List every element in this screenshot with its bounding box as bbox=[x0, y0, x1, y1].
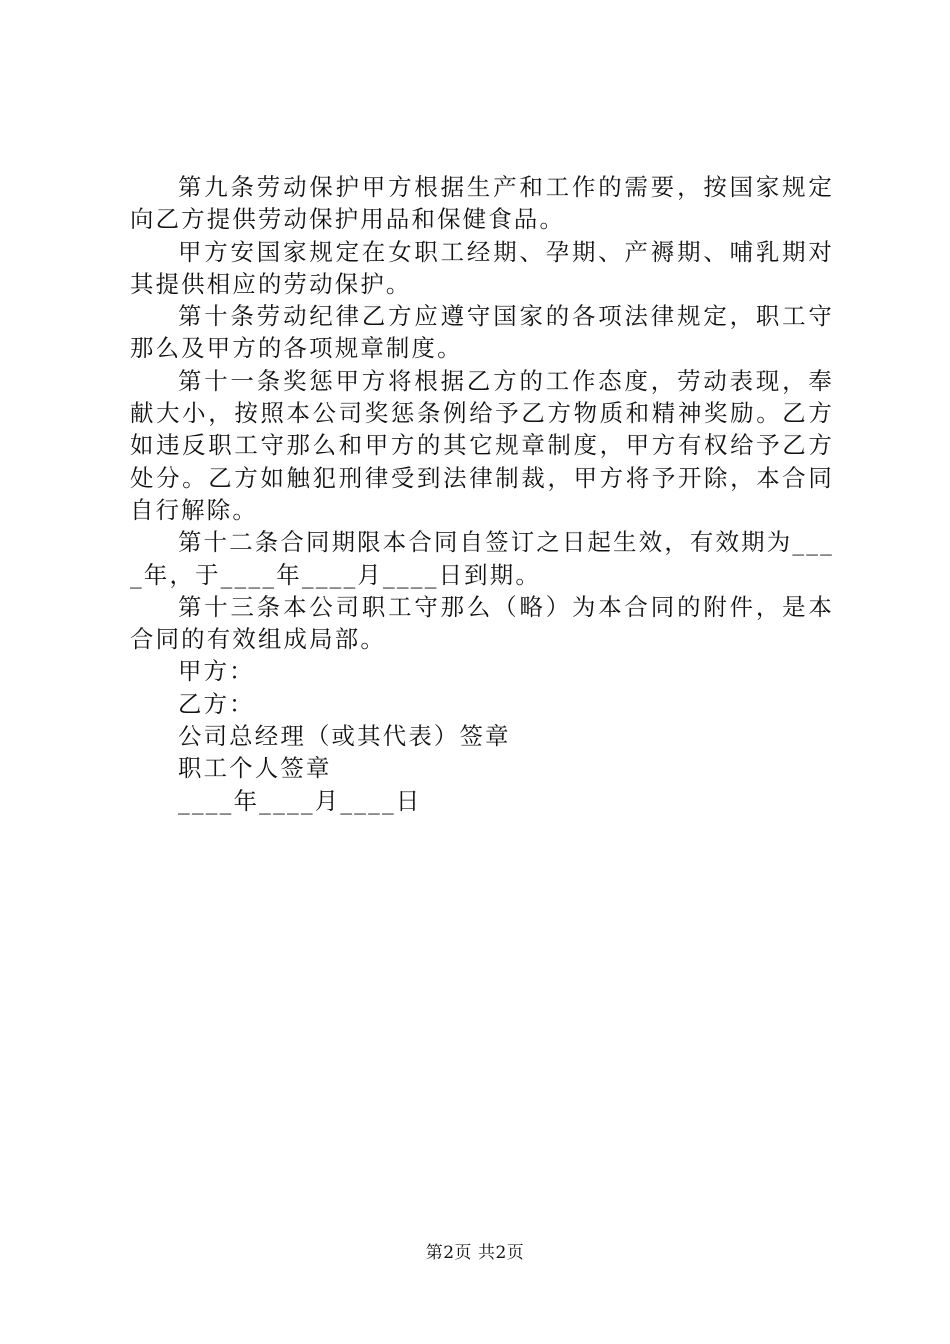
paragraph-article-10: 第十条劳动纪律乙方应遵守国家的各项法律规定，职工守那么及甲方的各项规章制度。 bbox=[130, 302, 834, 363]
party-a-label: 甲方： bbox=[178, 657, 255, 686]
contract-body bbox=[130, 171, 834, 817]
party-b-label: 乙方： bbox=[178, 689, 255, 718]
paragraph-article-12: 第十二条合同期限本合同自签订之日起生效，有效期为____年，于____年____月____日到期。 bbox=[130, 528, 834, 589]
employee-signature-label: 职工个人签章 bbox=[178, 754, 332, 783]
paragraph-article-13: 第十三条本公司职工守那么（略）为本合同的附件，是本合同的有效组成局部。 bbox=[130, 592, 834, 654]
company-signature-label: 公司总经理（或其代表）签章 bbox=[178, 722, 511, 751]
page-number-footer: 第2页 共2页 bbox=[425, 1243, 525, 1263]
paragraph-article-9: 第九条劳动保护甲方根据生产和工作的需要，按国家规定向乙方提供劳动保护用品和保健食品。 bbox=[130, 173, 834, 234]
signature-date-line: ____年____月____日 bbox=[178, 786, 422, 815]
paragraph-female-protection: 甲方安国家规定在女职工经期、孕期、产褥期、哺乳期对其提供相应的劳动保护。 bbox=[130, 237, 834, 298]
paragraph-article-11: 第十一条奖惩甲方将根据乙方的工作态度，劳动表现，奉献大小，按照本公司奖惩条例给予乙方物质和精神奖励。乙方如违反职工守那么和甲方的其它规章制度，甲方有权给予乙方处分。乙方如触犯刑律受到法律制裁，甲方将予开除，本合同自行解除。 bbox=[130, 366, 834, 524]
signature-block bbox=[130, 655, 834, 816]
